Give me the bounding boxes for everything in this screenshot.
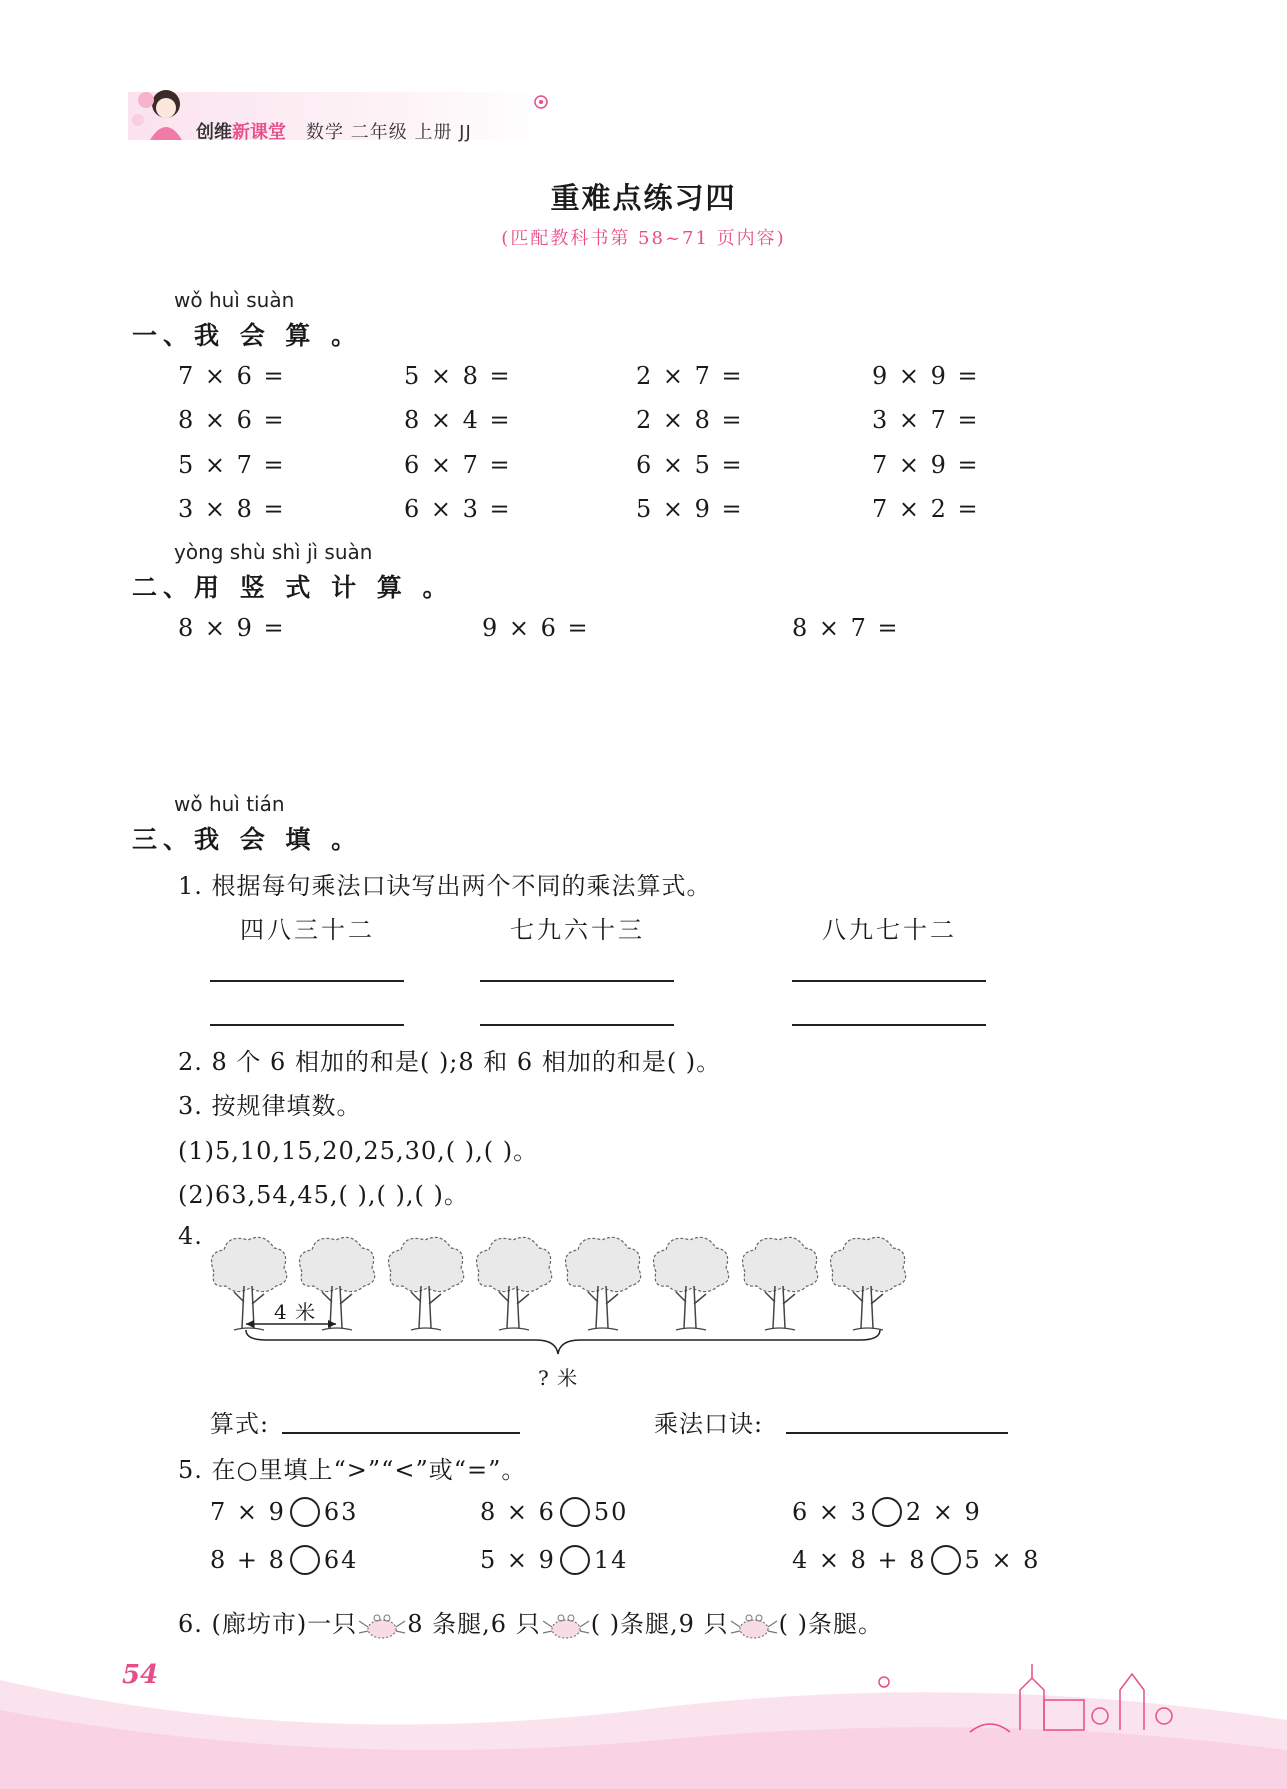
gap-label: 4 米 (274, 1300, 317, 1324)
rhyme-label: 乘法口诀: (654, 1410, 764, 1438)
tree-icon (389, 1237, 464, 1330)
section1-heading: 一、我 会 算 。 (132, 321, 363, 350)
vertical-calc-item: 8 × 9 = (178, 614, 286, 642)
compare-left: 5 × 9 (480, 1546, 556, 1574)
calc-item: 5 × 9 = (636, 495, 744, 523)
compare-circle[interactable] (290, 1497, 320, 1527)
castle-icon (960, 1650, 1190, 1740)
formula-blank[interactable] (282, 1432, 520, 1434)
compare-left: 6 × 3 (792, 1498, 868, 1526)
calc-item: 7 × 9 = (872, 451, 980, 479)
calc-item: 8 × 6 = (178, 406, 286, 434)
question-5-text: 5. 在○里填上“>”“<”或“=”。 (178, 1456, 527, 1484)
vertical-calc-item: 8 × 7 = (792, 614, 900, 642)
calc-item: 9 × 9 = (872, 362, 980, 390)
answer-blank[interactable] (792, 1024, 986, 1026)
small-flower-icon (872, 1672, 896, 1692)
question-1-text: 1. 根据每句乘法口诀写出两个不同的乘法算式。 (178, 872, 712, 900)
rhyme-blank[interactable] (786, 1432, 1008, 1434)
question-3-text: 3. 按规律填数。 (178, 1092, 362, 1120)
brand-name: 创维 (196, 122, 232, 143)
calc-item: 2 × 7 = (636, 362, 744, 390)
answer-blank[interactable] (792, 980, 986, 982)
page-subtitle: (匹配教科书第 58~71 页内容) (501, 228, 786, 249)
compare-right: 64 (323, 1546, 359, 1574)
calc-item: 3 × 7 = (872, 406, 980, 434)
compare-item (480, 1498, 628, 1527)
compare-circle[interactable] (560, 1545, 590, 1575)
total-brace (246, 1330, 880, 1354)
question-6-part: 8 条腿,6 只 (407, 1610, 541, 1638)
compare-left: 4 × 8 + 8 (792, 1546, 927, 1574)
rhyme-phrase: 七九六十三 (510, 916, 645, 944)
compare-item (792, 1498, 982, 1527)
tree-icon (831, 1237, 906, 1330)
compare-left: 8 + 8 (210, 1546, 286, 1574)
compare-circle[interactable] (290, 1545, 320, 1575)
question-6-part: 6. (廊坊市)一只 (178, 1610, 358, 1638)
page-title: 重难点练习四 (550, 181, 737, 215)
calc-item: 5 × 7 = (178, 451, 286, 479)
compare-right: 5 × 8 (964, 1546, 1041, 1574)
calc-item: 2 × 8 = (636, 406, 744, 434)
question-3b-text: (2)63,54,45,( ),( ),( )。 (178, 1181, 469, 1209)
calc-item: 6 × 3 = (404, 495, 512, 523)
question-6 (178, 1604, 883, 1643)
crab-icon (357, 1609, 407, 1643)
question-6-part: ( )条腿,9 只 (590, 1610, 729, 1638)
answer-blank[interactable] (210, 980, 404, 982)
vertical-calc-item: 9 × 6 = (482, 614, 590, 642)
compare-right: 50 (593, 1498, 629, 1526)
girl-mascot-icon (126, 80, 198, 150)
compare-left: 7 × 9 (210, 1498, 286, 1526)
question-3a-text: (1)5,10,15,20,25,30,( ),( )。 (178, 1137, 539, 1165)
crab-icon (541, 1609, 591, 1643)
answer-blank[interactable] (480, 980, 674, 982)
rhyme-phrase: 四八三十二 (240, 916, 375, 944)
calc-item: 3 × 8 = (178, 495, 286, 523)
answer-blank[interactable] (480, 1024, 674, 1026)
compare-left: 8 × 6 (480, 1498, 556, 1526)
tree-icon (566, 1237, 641, 1330)
brand-highlight: 新课堂 (232, 122, 286, 143)
flower-icon (530, 92, 552, 112)
compare-item (210, 1546, 358, 1575)
calc-item: 6 × 7 = (404, 451, 512, 479)
compare-circle[interactable] (931, 1545, 961, 1575)
calc-item: 6 × 5 = (636, 451, 744, 479)
compare-circle[interactable] (560, 1497, 590, 1527)
answer-blank[interactable] (210, 1024, 404, 1026)
section3-pinyin: wǒ huì tián (174, 792, 285, 816)
rhyme-phrase: 八九七十二 (822, 916, 957, 944)
calc-item: 7 × 2 = (872, 495, 980, 523)
tree-icon (743, 1237, 818, 1330)
question-4-number: 4. (178, 1222, 203, 1250)
formula-label: 算式: (210, 1410, 270, 1438)
section3-heading: 三、我 会 填 。 (132, 825, 363, 854)
crab-icon (729, 1609, 779, 1643)
total-label: ? 米 (538, 1366, 579, 1390)
page-number: 54 (122, 1660, 159, 1690)
header-text (196, 118, 472, 144)
compare-right: 2 × 9 (905, 1498, 982, 1526)
book-info: 数学 二年级 上册 JJ (306, 122, 472, 143)
compare-circle[interactable] (872, 1497, 902, 1527)
calc-item: 5 × 8 = (404, 362, 512, 390)
section2-pinyin: yòng shù shì jì suàn (174, 540, 373, 564)
calc-item: 8 × 4 = (404, 406, 512, 434)
compare-item (210, 1498, 358, 1527)
question-6-part: ( )条腿。 (778, 1610, 883, 1638)
compare-right: 63 (323, 1498, 359, 1526)
section2-heading: 二、用 竖 式 计 算 。 (132, 573, 454, 602)
tree-icon (654, 1237, 729, 1330)
compare-item (480, 1546, 628, 1575)
calc-item: 7 × 6 = (178, 362, 286, 390)
compare-item (792, 1546, 1040, 1575)
tree-icon (477, 1237, 552, 1330)
section1-pinyin: wǒ huì suàn (174, 288, 295, 312)
question-2-text: 2. 8 个 6 相加的和是( );8 和 6 相加的和是( )。 (178, 1048, 722, 1076)
compare-right: 14 (593, 1546, 629, 1574)
